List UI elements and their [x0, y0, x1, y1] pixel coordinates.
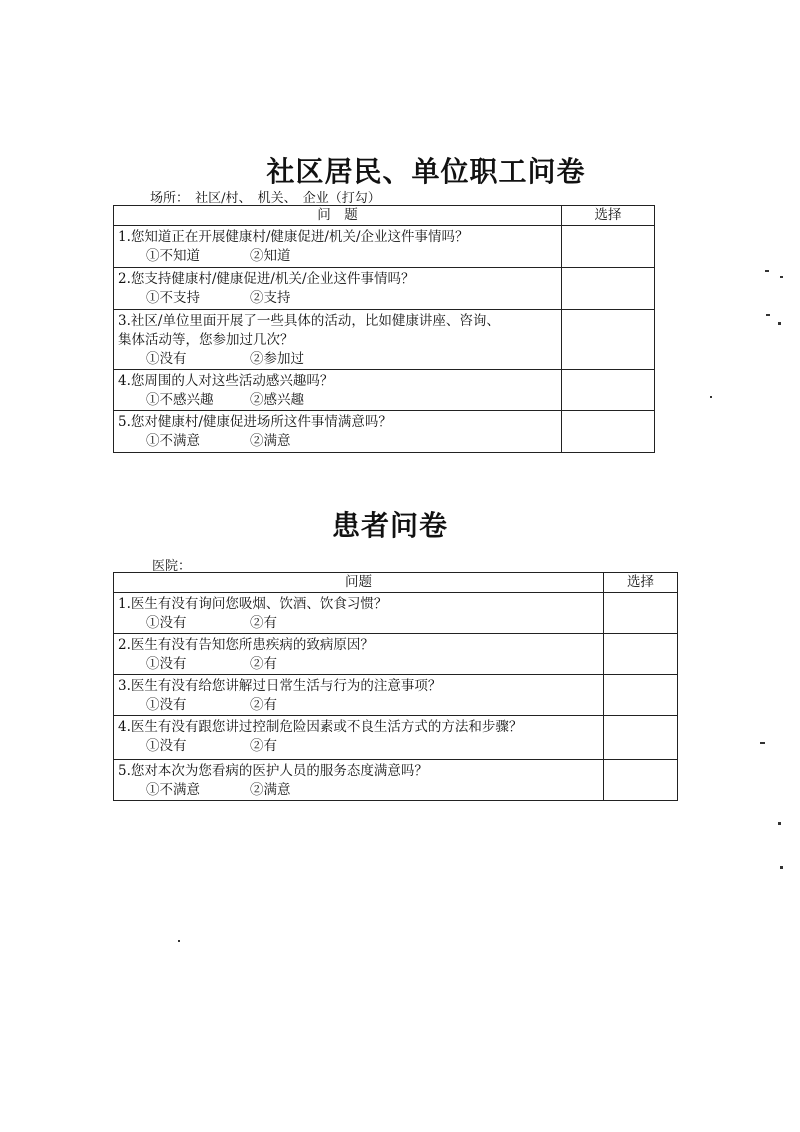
question-text: 4.您周围的人对这些活动感兴趣吗？ — [118, 373, 334, 389]
question-text: 3.社区/单位里面开展了一些具体的活动，比如健康讲座、咨询、 — [118, 313, 500, 329]
survey1-place-line: 场所： 社区/村、 机关、 企业（打勾） — [150, 191, 381, 206]
question-text: 3.医生有没有给您讲解过日常生活与行为的注意事项？ — [118, 678, 442, 694]
survey2-hospital-line: 医院： — [152, 559, 192, 574]
answer-option[interactable]: ②有 — [250, 656, 277, 672]
answer-option[interactable]: ①没有 — [146, 697, 187, 713]
answer-options — [118, 614, 603, 633]
question-cell — [114, 226, 562, 268]
survey2-header-choice: 选择 — [604, 573, 678, 593]
answer-option[interactable]: ①不感兴趣 — [146, 392, 214, 408]
question-cell — [114, 634, 604, 675]
answer-options — [118, 350, 561, 369]
question-text: 1.医生有没有询问您吸烟、饮酒、饮食习惯？ — [118, 596, 388, 612]
answer-options — [118, 391, 561, 410]
question-row — [114, 675, 678, 716]
choice-cell[interactable] — [562, 268, 655, 310]
answer-options — [118, 432, 561, 451]
survey1-header-question: 问 题 — [114, 206, 562, 226]
answer-option[interactable]: ②支持 — [250, 290, 291, 306]
answer-option[interactable]: ①没有 — [146, 738, 187, 754]
answer-options — [118, 655, 603, 674]
answer-option[interactable]: ②满意 — [250, 782, 291, 798]
survey2-table — [113, 572, 678, 801]
question-cell — [114, 716, 604, 760]
answer-options — [118, 247, 561, 266]
question-text: 集体活动等，您参加过几次？ — [118, 332, 294, 348]
answer-option[interactable]: ①不支持 — [146, 290, 200, 306]
answer-option[interactable]: ②满意 — [250, 433, 291, 449]
question-text: 2.医生有没有告知您所患疾病的致病原因？ — [118, 637, 374, 653]
question-row — [114, 411, 655, 453]
answer-option[interactable]: ②有 — [250, 697, 277, 713]
question-row — [114, 310, 655, 370]
answer-options — [118, 781, 603, 800]
question-row — [114, 760, 678, 801]
answer-option[interactable]: ②有 — [250, 615, 277, 631]
choice-cell[interactable] — [604, 593, 678, 634]
scan-speck — [766, 314, 770, 316]
scan-speck — [780, 276, 783, 278]
question-text: 4.医生有没有跟您讲过控制危险因素或不良生活方式的方法和步骤？ — [118, 719, 523, 735]
question-row — [114, 370, 655, 411]
answer-options — [118, 696, 603, 715]
question-text: 2.您支持健康村/健康促进/机关/企业这件事情吗？ — [118, 271, 415, 287]
answer-option[interactable]: ②感兴趣 — [250, 392, 304, 408]
survey2-header-question: 问题 — [114, 573, 604, 593]
question-row — [114, 226, 655, 268]
scan-speck — [760, 742, 765, 744]
choice-cell[interactable] — [562, 411, 655, 453]
question-row — [114, 716, 678, 760]
question-text: 1.您知道正在开展健康村/健康促进/机关/企业这件事情吗？ — [118, 229, 469, 245]
choice-cell[interactable] — [562, 226, 655, 268]
answer-option[interactable]: ①没有 — [146, 615, 187, 631]
scan-speck — [710, 396, 712, 398]
answer-option[interactable]: ②知道 — [250, 248, 291, 264]
question-cell — [114, 310, 562, 370]
choice-cell[interactable] — [604, 634, 678, 675]
answer-option[interactable]: ①不满意 — [146, 433, 200, 449]
survey1-header-row — [114, 206, 655, 226]
choice-cell[interactable] — [604, 760, 678, 801]
choice-cell[interactable] — [562, 310, 655, 370]
question-cell — [114, 370, 562, 411]
answer-option[interactable]: ①没有 — [146, 656, 187, 672]
scan-speck — [765, 270, 769, 272]
scan-speck — [178, 940, 180, 942]
question-row — [114, 268, 655, 310]
survey2-header-row — [114, 573, 678, 593]
scan-speck — [778, 322, 781, 325]
survey1-title: 社区居民、单位职工问卷 — [266, 155, 586, 188]
question-row — [114, 634, 678, 675]
answer-option[interactable]: ②参加过 — [250, 351, 304, 367]
choice-cell[interactable] — [604, 716, 678, 760]
question-cell — [114, 593, 604, 634]
scan-speck — [778, 822, 781, 825]
survey1-table — [113, 205, 655, 453]
question-text: 5.您对本次为您看病的医护人员的服务态度满意吗？ — [118, 763, 428, 779]
choice-cell[interactable] — [562, 370, 655, 411]
survey1-header-choice: 选择 — [562, 206, 655, 226]
answer-options — [118, 737, 603, 756]
choice-cell[interactable] — [604, 675, 678, 716]
question-cell — [114, 411, 562, 453]
question-cell — [114, 760, 604, 801]
question-cell — [114, 268, 562, 310]
question-row — [114, 593, 678, 634]
answer-option[interactable]: ①不满意 — [146, 782, 200, 798]
answer-option[interactable]: ①没有 — [146, 351, 187, 367]
survey2-title: 患者问卷 — [331, 509, 448, 542]
answer-option[interactable]: ①不知道 — [146, 248, 200, 264]
answer-option[interactable]: ②有 — [250, 738, 277, 754]
scan-speck — [780, 866, 783, 869]
question-cell — [114, 675, 604, 716]
answer-options — [118, 289, 561, 308]
question-text: 5.您对健康村/健康促进场所这件事情满意吗？ — [118, 414, 392, 430]
